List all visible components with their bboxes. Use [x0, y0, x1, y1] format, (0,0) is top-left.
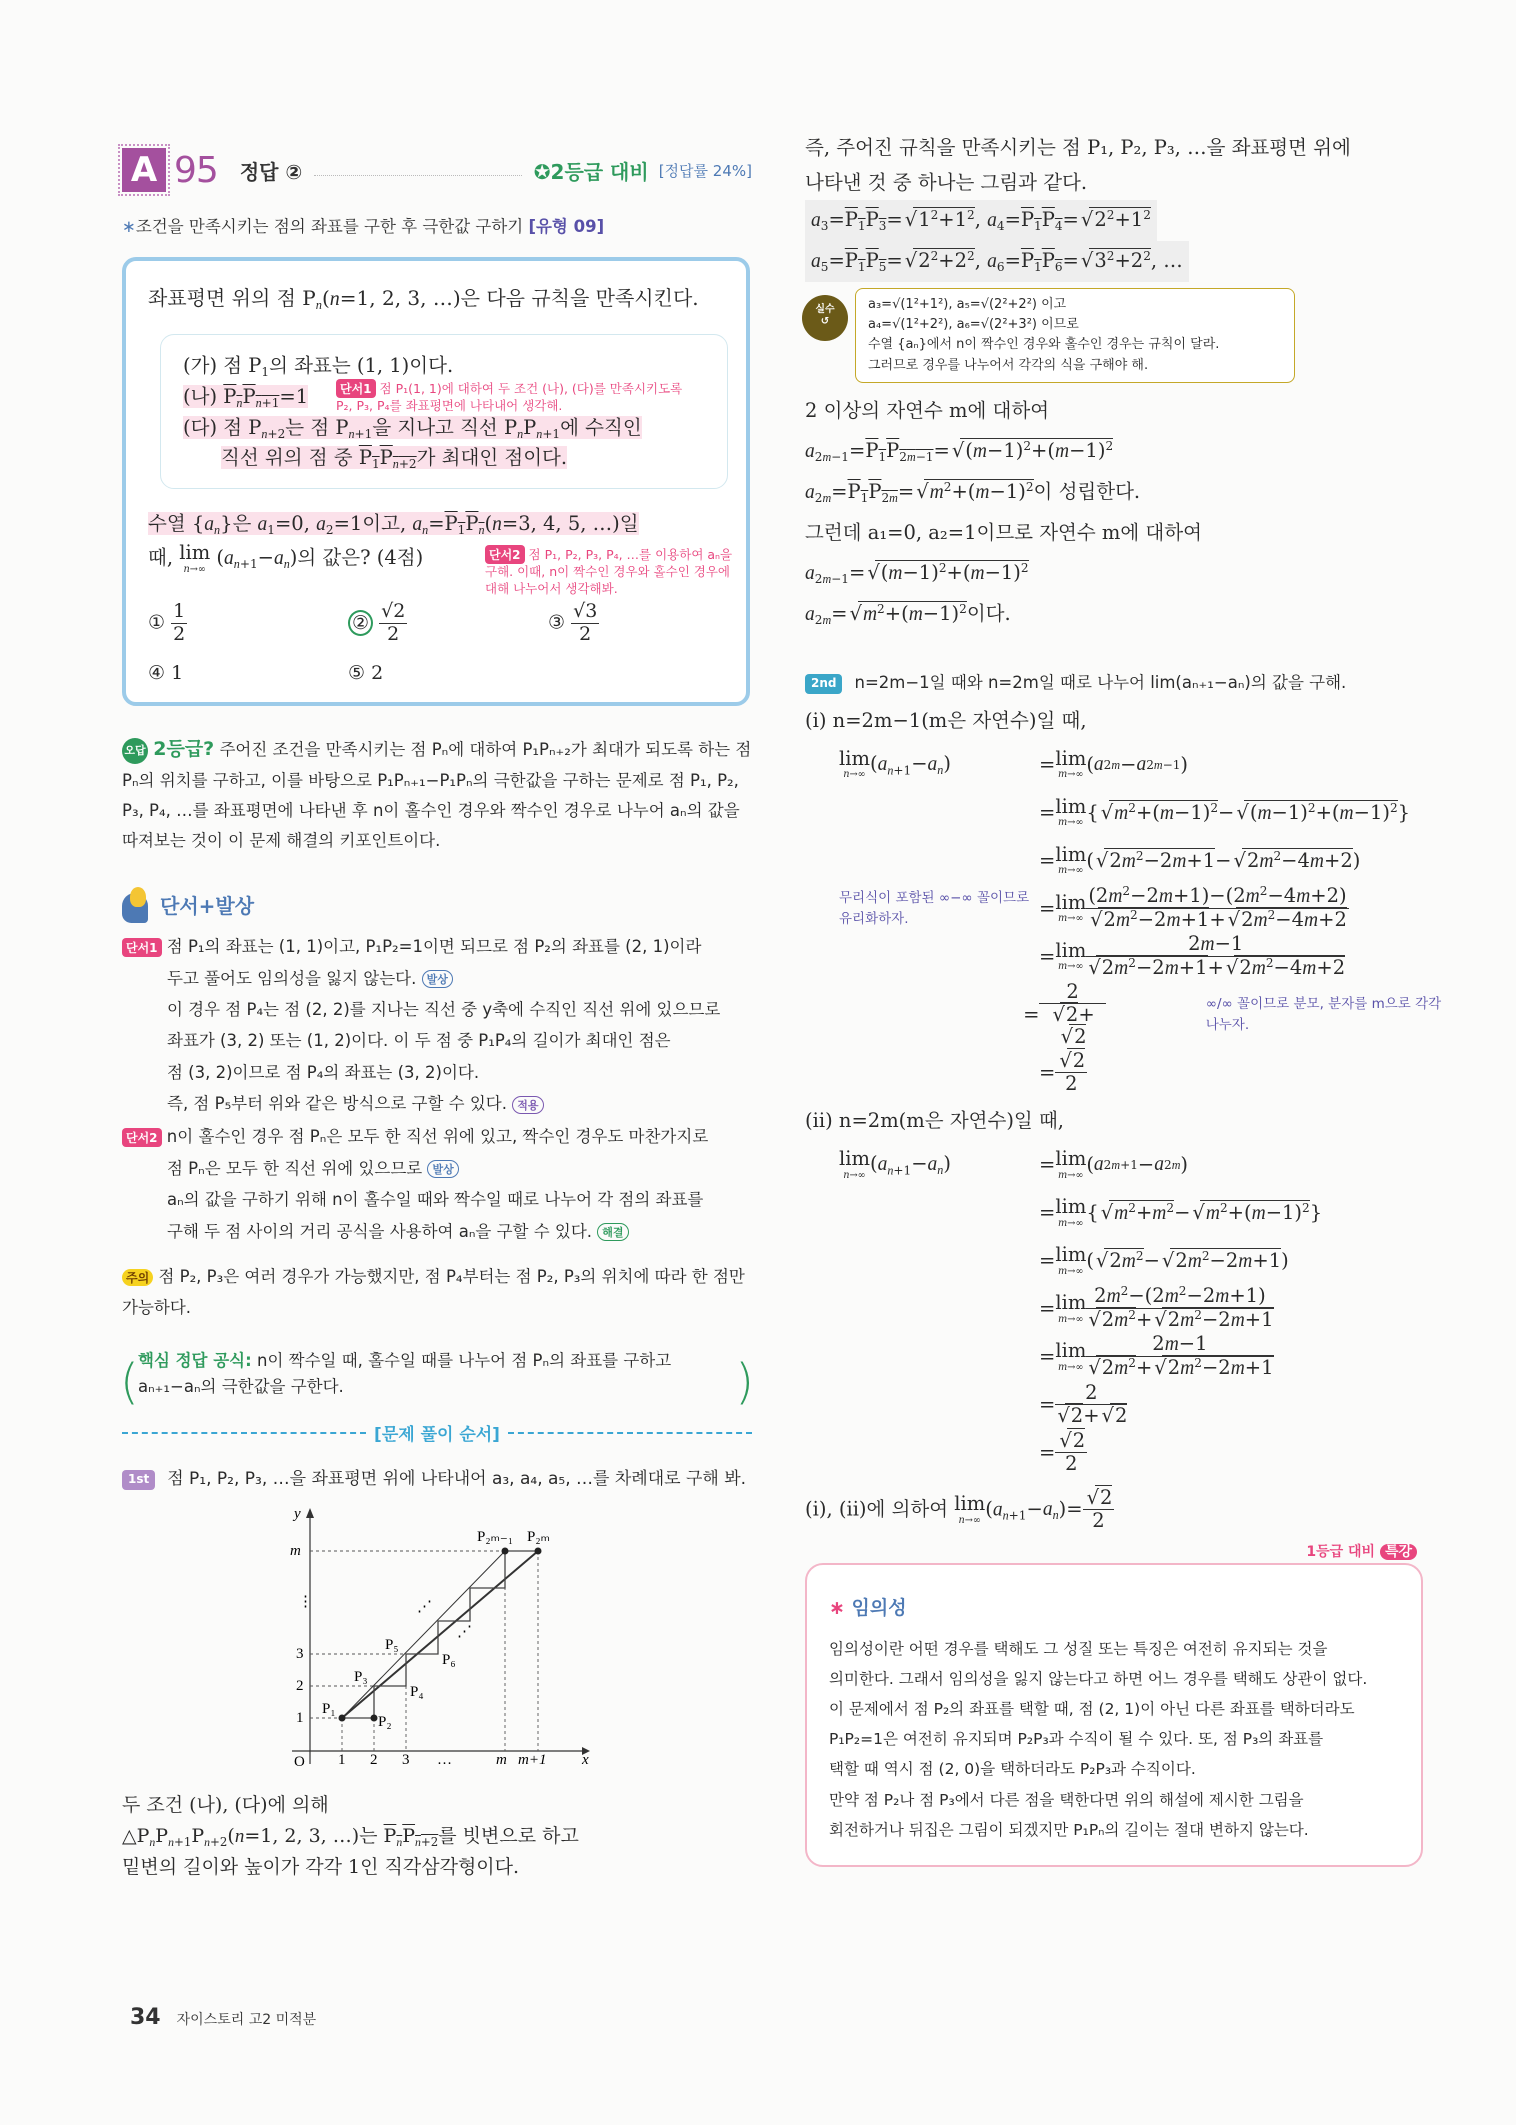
- case1: (i) n=2m−1(m은 자연수)일 때,: [805, 708, 1087, 732]
- choice-5[interactable]: ⑤ 2: [348, 662, 384, 685]
- why-icon: 오답: [122, 738, 148, 764]
- staircase-graph: [272, 1506, 752, 1770]
- why-section: [122, 732, 752, 855]
- clue1-block: 단서1 점 P₁의 좌표는 (1, 1)이고, P₁P₂=1이면 되므로 점 P₂의 좌표를 (2, 1)이라 두고 풀어도 임의성을 잃지 않는다. 발상 이 경우 점 P₄는 점 (2, 2)를 지나는 직선 중 y축에 수직인 직선 위에 있으므로 좌표가 (3, 2) 또는 (1, 2)이다. 이 두 점 중 P₁P₄의 길이가 최대인 점은 점 (3, 2)이므로 점 P₄의 좌표는 (3, 2)이다. 즉, 점 P₅부터 위와 같은 방식으로 구할 수 있다. 적용: [122, 931, 752, 1119]
- figure-intro: 즉, 주어진 규칙을 만족시키는 점 P₁, P₂, P₃, …을 좌표평면 위에 나타낸 것 중 하나는 그림과 같다.: [805, 136, 1351, 195]
- case2-derivation: lim n→∞ $(a_{n+1}-a_n)$ = lim m→∞ ( a 2m+1 − a 2m ) = lim m→∞ { √ $m^2+m^2$ − √ $m^2+(m-1)^2$ } = lim m→∞ ( √ $2m^2$ − √ $2m^2-2m+1$ ) = lim m→∞ $2m^2-(2m^2-2m+1)$ √ $2m^2+$ √ $2m^2-2m+1$ = lim m→∞ 2m−1 √ $2m^2+$ √ $2m^2-2m+1$ = 2 √ 2+ √ 2 = √ $\frac{2}{2}$: [805, 1141, 1445, 1477]
- lightbulb-head-icon: [122, 885, 152, 923]
- svg-text:P₁: P₁: [322, 1701, 336, 1718]
- rationalize-annotation: 무리식이 포함된 ∞−∞ 꼴이므로 유리화하자.: [839, 890, 1030, 927]
- svg-text:x: x: [582, 1752, 589, 1767]
- step-1: 1st 점 P₁, P₂, P₃, …을 좌표평면 위에 나타내어 a₃, a₄, a₅, …를 차례대로 구해 봐.: [122, 1465, 752, 1494]
- svg-text:1: 1: [296, 1710, 304, 1727]
- a3-a6-equations: $a_3=P_1P_3=$ √ $1^2+1^2$, $a_4=P_1P_4=$ √ $2^2+1^2$ $a_5=P_1P_5=$ √ $2^2+2^2$, $a_6=P_1P_6=$ √ $3^2+2^2$, …: [805, 200, 1445, 282]
- idea-pill: 발상: [422, 970, 453, 988]
- svg-text:P₂: P₂: [378, 1714, 392, 1731]
- caution-block: 주의 점 P₂, P₃은 여러 경우가 가능했지만, 점 P₄부터는 점 P₂, P₃의 위치에 따라 한 점만 가능하다.: [122, 1266, 745, 1318]
- choice-1[interactable]: ① $\frac{1}{2}$: [148, 600, 186, 646]
- grade-label: ✪2등급 대비: [533, 159, 649, 184]
- hint1-note: 단서1 점 P₁(1, 1)에 대하여 두 조건 (나), (다)를 만족시키도록 P₂, P₃, P₄를 좌표평면에 나타내어 생각해.: [336, 381, 683, 413]
- svg-text:1: 1: [338, 1752, 346, 1767]
- asterisk-icon: ∗: [829, 1596, 845, 1619]
- clues-title: 단서+발상: [160, 893, 255, 918]
- problem-subtitle: ∗조건을 만족시키는 점의 좌표를 구한 후 극한값 구하기 [유형 09]: [122, 217, 605, 236]
- clue1-tag: 단서1: [122, 938, 162, 957]
- section-badge: A: [122, 148, 166, 192]
- note-title: ∗ 임의성: [829, 1596, 907, 1619]
- svg-text:3: 3: [296, 1646, 304, 1663]
- svg-text:m: m: [290, 1543, 301, 1560]
- apply-pill: 적용: [512, 1096, 543, 1114]
- divide-annotation: ∞/∞ 꼴이므로 분모, 분자를 m으로 각각 나누자.: [1205, 996, 1442, 1033]
- correct-rate: [정답률 24%]: [658, 161, 752, 180]
- mistake-box: a₃=√(1²+1²), a₅=√(2²+2²) 이고 a₄=√(1²+2²), a₆=√(2²+3²) 이므로 수열 {aₙ}에서 n이 짝수인 경우와 홀수인 경우는 규칙이 달라. 그러므로 경우를 나누어서 각각의 식을 구해야 해.: [855, 288, 1295, 383]
- svg-text:O: O: [294, 1754, 305, 1767]
- problem-header: [122, 145, 752, 195]
- step2-badge: 2nd: [805, 674, 842, 694]
- mistake-badge-icon: 실수 ↺: [805, 298, 845, 338]
- svg-text:m: m: [496, 1752, 507, 1767]
- idea-pill-2: 발상: [427, 1160, 458, 1178]
- svg-text:⋮: ⋮: [298, 1594, 313, 1611]
- hint2-tag: 단서2: [485, 545, 525, 564]
- svg-text:3: 3: [402, 1752, 410, 1767]
- rule-na: (나) $P_nP_{n+1}=1$: [183, 384, 309, 411]
- hint1-tag: 단서1: [336, 379, 376, 398]
- book-title: 자이스토리 고2 미적분: [176, 2012, 317, 2028]
- svg-text:⋰: ⋰: [417, 1599, 432, 1616]
- problem-number: 95: [174, 149, 218, 191]
- why-title: 2등급?: [153, 738, 215, 761]
- solution-order-divider: [문제 풀이 순서]: [122, 1420, 752, 1445]
- mistake-callout: [805, 288, 1445, 383]
- step1-badge: 1st: [122, 1470, 155, 1490]
- correct-answer-circle: ②: [348, 610, 373, 636]
- conclusion: (i), (ii)에 의하여 lim n→∞ $(a_{n+1}-a_n)=$ √ $\frac{2}{2}$: [805, 1487, 1445, 1533]
- dotted-divider: [314, 175, 521, 176]
- asterisk-icon: ∗: [122, 217, 136, 236]
- clues-header: [122, 885, 752, 923]
- answer-choices: [148, 601, 728, 684]
- question-stem: 수열 $\{a_n\}$은 $a_1=0$, $a_2=1$이고, $a_n=P_1P_n(n=3$, 4, 5, …)일 때, lim n→∞ $(a_{n+1}-a_n)$의 값은? (4점) 단서2 점 P₁, P₂, P₃, P₄, …를 이용하여 aₙ을 구해. 이때, n이 짝수인 경우와 홀수인 경우에 대해 나누어서 생각해봐.: [148, 507, 728, 575]
- svg-text:2: 2: [370, 1752, 378, 1767]
- svg-text:P₅: P₅: [385, 1637, 399, 1654]
- page-footer: [130, 2005, 316, 2030]
- svg-text:⋰: ⋰: [457, 1624, 472, 1641]
- special-lecture-box: [805, 1543, 1423, 1868]
- svg-text:…: …: [437, 1752, 452, 1767]
- caution-tag: 주의: [122, 1269, 153, 1286]
- solve-pill: 해결: [597, 1223, 628, 1241]
- note-body: 임의성이란 어떤 경우를 택해도 그 성질 또는 특징은 여전히 유지되는 것을 의미한다. 그래서 임의성을 잃지 않는다고 하면 어느 경우를 택해도 상관이 없다. 이 문제에서 점 P₂의 좌표를 택할 때, 점 (2, 1)이 아닌 다른 좌표를 택하더라도 P₁P₂=1은 여전히 유지되며 P₂P₃과 수직이 될 수 있다. 또, 점 P₃의 좌표를 택할 때 역시 점 (2, 0)을 택하더라도 P₂P₃과 수직이다. 만약 점 P₂나 점 P₃에서 다른 점을 택한다면 위의 해설에 제시한 그림을 회전하거나 뒤집은 그림이 되겠지만 P₁Pₙ의 길이는 절대 변하지 않는다.: [829, 1639, 1368, 1839]
- svg-text:P₂ₘ: P₂ₘ: [527, 1529, 550, 1546]
- svg-text:2: 2: [296, 1678, 304, 1695]
- rule-da: (다) 점 $P_{n+2}$는 점 $P_{n+1}$을 지나고 직선 $P_nP_{n+1}$에 수직인: [183, 415, 642, 441]
- general-term: 2 이상의 자연수 m에 대하여 $a_{2m-1}=P_1P_{2m-1}=$ √ $(m-1)^2+(m-1)^2$ $a_{2m}=P_1P_{2m}=$ √ $m^2+(m-1)^2$이 성립한다. 그런데 a₁=0, a₂=1이므로 자연수 m에 대하여 $a_{2m-1}=$ √ $(m-1)^2+(m-1)^2$ $a_{2m}=$ √ $m^2+(m-1)^2$이다.: [805, 391, 1445, 635]
- right-column: [805, 130, 1445, 1867]
- left-column: [122, 145, 752, 1882]
- answer-label: 정답 ②: [239, 159, 303, 184]
- hint2-note: 단서2 점 P₁, P₂, P₃, P₄, …를 이용하여 aₙ을 구해. 이때, n이 짝수인 경우와 홀수인 경우에 대해 나누어서 생각해봐.: [485, 547, 733, 597]
- clue2-block: 단서2 n이 홀수인 경우 점 Pₙ은 모두 한 직선 위에 있고, 짝수인 경우도 마찬가지로 점 Pₙ은 모두 한 직선 위에 있으므로 발상 aₙ의 값을 구하기 위해 n이 홀수일 때와 짝수일 때로 나누어 각 점의 좌표를 구해 두 점 사이의 거리 공식을 사용하여 aₙ을 구할 수 있다. 해결: [122, 1121, 752, 1246]
- svg-text:P₃: P₃: [354, 1669, 368, 1686]
- page-number: 34: [130, 2005, 161, 2030]
- question-box: [122, 257, 750, 706]
- svg-text:P₄: P₄: [410, 1684, 424, 1701]
- limit-expression: lim n→∞: [179, 541, 211, 575]
- svg-text:m+1: m+1: [518, 1752, 547, 1767]
- why-text: 주어진 조건을 만족시키는 점 Pₙ에 대하여 P₁Pₙ₊₂가 최대가 되도록 하는 점 Pₙ의 위치를 구하고, 이를 바탕으로 P₁Pₙ₊₁−P₁Pₙ의 극한값을 구하는 문제로 점 P₁, P₂, P₃, P₄, …를 좌표평면에 나타낸 후 n이 홀수인 경우와 짝수인 경우로 나누어 aₙ의 값을 따져보는 것이 이 문제 해결의 키포인트이다.: [122, 740, 752, 850]
- rule-da-cont: 직선 위의 점 중 $P_1P_{n+2}$가 최대인 점이다.: [221, 446, 568, 472]
- case1-derivation: lim n→∞ $(a_{n+1}-a_n)$ = lim m→∞ ( a 2m − a 2m−1 ) = lim m→∞ { √ $m^2+(m-1)^2$ − √ $(m-1)^2+(m-1)^2$ } = lim m→∞ ( √ $2m^2-2m+1$ − √ $2m^2-4m+2$ ) 무리식이 포함된 ∞−∞ 꼴이므로 유리화하자. = lim m→∞ $(2m^2-2m+1)-(2m^2-4m+2)$ √ $2m^2-2m+1+$ √ $2m^2-4m+2$ = lim m→∞ 2m−1 √ $2m^2-2m+1+$ √ $2m^2-4m+2$ = 2 √ 2+√ 2 ∞/∞ 꼴이므로 분모, 분자를 m으로 각각 나누자. = √ $\frac{2}{2}$: [805, 741, 1445, 1097]
- special-lecture-tab: 1등급 대비 특강: [1298, 1539, 1425, 1563]
- rules-box: [160, 334, 728, 489]
- question-intro: 좌표평면 위의 점 $P_n(n=1$, 2, 3, …)은 다음 규칙을 만족시킨다.: [148, 286, 699, 313]
- case2: (ii) n=2m(m은 자연수)일 때,: [805, 1108, 1065, 1132]
- key-formula: ( 핵심 정답 공식: n이 짝수일 때, 홀수일 때를 나누어 점 Pₙ의 좌표를 구하고 aₙ₊₁−aₙ의 극한값을 구한다. ): [122, 1348, 752, 1401]
- clue2-tag: 단서2: [122, 1128, 162, 1147]
- type-tag: [유형 09]: [528, 217, 605, 236]
- rule-ga: (가) 점 $P_1$의 좌표는 (1, 1)이다.: [183, 354, 454, 380]
- choice-3[interactable]: ③ $\frac{√3}{2}$: [548, 600, 598, 646]
- svg-text:y: y: [294, 1506, 301, 1523]
- svg-text:P₆: P₆: [442, 1652, 456, 1669]
- choice-2[interactable]: ② $\frac{√2}{2}$: [348, 601, 548, 646]
- svg-text:P₂ₘ₋₁: P₂ₘ₋₁: [477, 1529, 514, 1546]
- choice-4[interactable]: ④ 1: [148, 662, 184, 685]
- triangle-explanation: 두 조건 (나), (다)에 의해 $\triangle P_nP_{n+1}P_{n+2}(n=1$, 2, 3, …)는 $P_nP_{n+2}$를 빗변으로 하고 밑변의 길이와 높이가 각각 1인 직각삼각형이다.: [122, 1794, 579, 1878]
- step-2: 2nd n=2m−1일 때와 n=2m일 때로 나누어 lim(aₙ₊₁−aₙ)의 값을 구해.: [805, 669, 1445, 697]
